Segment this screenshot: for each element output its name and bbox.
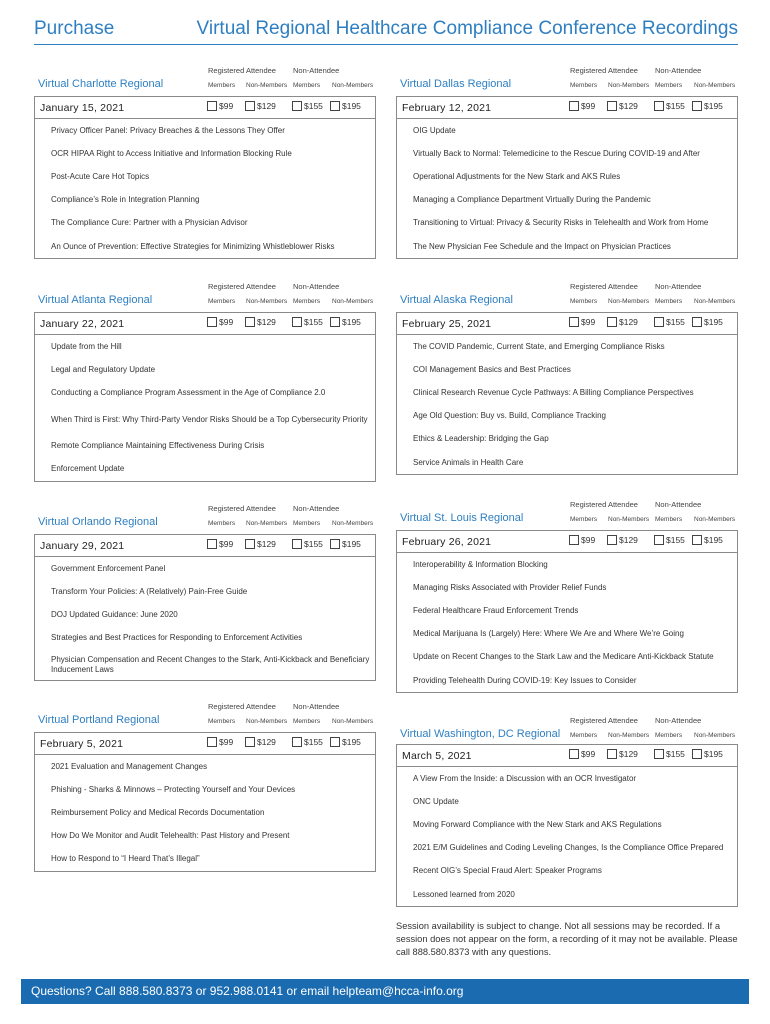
- price-option[interactable]: [654, 317, 685, 327]
- session-item: Age Old Question: Buy vs. Build, Compliance Tracking: [413, 411, 606, 421]
- date-row: [397, 745, 737, 767]
- price-checkbox[interactable]: [330, 737, 340, 747]
- session-item: Post-Acute Care Hot Topics: [51, 171, 150, 181]
- date-row: [397, 313, 737, 335]
- non-attendee-label: Non-Attendee: [655, 282, 702, 291]
- session-item: DOJ Updated Guidance: June 2020: [51, 609, 178, 619]
- members-label: Members: [293, 298, 321, 305]
- price-label: $155: [304, 317, 323, 327]
- non-members-label: Non-Members: [246, 82, 288, 89]
- price-checkbox[interactable]: [692, 101, 702, 111]
- price-option[interactable]: [207, 539, 233, 549]
- price-option[interactable]: [692, 749, 723, 759]
- price-option[interactable]: [692, 535, 723, 545]
- price-option[interactable]: [292, 101, 323, 111]
- session-item: Strategies and Best Practices for Responding to Enforcement Activities: [51, 633, 303, 643]
- non-members-label: Non-Members: [246, 298, 288, 305]
- price-label: $129: [619, 749, 638, 759]
- non-members-label: Non-Members: [246, 520, 288, 527]
- members-label: Members: [208, 82, 236, 89]
- availability-note: Session availability is subject to change. Not all sessions may be recorded. If a session does not appear on the form, a recording of it may not be available. Please call 888.580.8373 with any questions.: [396, 921, 738, 957]
- price-label: $195: [342, 101, 361, 111]
- price-checkbox[interactable]: [654, 749, 664, 759]
- price-label: $195: [342, 737, 361, 747]
- price-option[interactable]: [692, 317, 723, 327]
- conference-date: February 5, 2021: [40, 738, 124, 750]
- date-row: [35, 97, 375, 119]
- session-item: Clinical Research Revenue Cycle Pathways: A Billing Compliance Perspectives: [413, 387, 694, 397]
- conference-title: Virtual Washington, DC Regional: [400, 728, 561, 740]
- session-table: [34, 732, 376, 872]
- price-checkbox[interactable]: [245, 737, 255, 747]
- price-label: $155: [304, 737, 323, 747]
- price-label: $129: [619, 317, 638, 327]
- members-label: Members: [570, 82, 598, 89]
- price-option[interactable]: [607, 101, 638, 111]
- conference-title: Virtual Portland Regional: [38, 714, 160, 726]
- conference-date: February 26, 2021: [402, 536, 492, 548]
- price-label: $129: [619, 101, 638, 111]
- session-item: Government Enforcement Panel: [51, 563, 166, 573]
- non-attendee-label: Non-Attendee: [293, 702, 340, 711]
- members-label: Members: [655, 298, 683, 305]
- session-table: [396, 96, 738, 259]
- price-option[interactable]: [607, 749, 638, 759]
- non-attendee-label: Non-Attendee: [293, 66, 340, 75]
- footer-bar: [21, 979, 749, 1004]
- date-row: [397, 97, 737, 119]
- session-item: How to Respond to “I Heard That’s Illegal”: [51, 854, 200, 864]
- conference-date: February 12, 2021: [402, 102, 492, 114]
- price-label: $155: [304, 101, 323, 111]
- session-item: Transitioning to Virtual: Privacy & Security Risks in Telehealth and Work from Home: [413, 218, 709, 228]
- price-checkbox[interactable]: [654, 535, 664, 545]
- session-item: When Third is First: Why Third-Party Vendor Risks Should be a Top Cybersecurity Priority: [51, 414, 368, 424]
- page-header: [34, 16, 738, 46]
- session-item: Managing a Compliance Department Virtually During the Pandemic: [413, 195, 651, 205]
- price-option[interactable]: [207, 101, 233, 111]
- price-checkbox[interactable]: [692, 317, 702, 327]
- price-option[interactable]: [245, 317, 276, 327]
- price-option[interactable]: [292, 539, 323, 549]
- price-label: $99: [581, 749, 596, 759]
- registered-attendee-label: Registered Attendee: [570, 66, 638, 75]
- price-checkbox[interactable]: [245, 101, 255, 111]
- conference-title: Virtual St. Louis Regional: [400, 512, 524, 524]
- registered-attendee-label: Registered Attendee: [570, 282, 638, 291]
- non-attendee-label: Non-Attendee: [293, 504, 340, 513]
- conference-date: March 5, 2021: [402, 750, 472, 762]
- price-checkbox[interactable]: [569, 749, 579, 759]
- session-item: COI Management Basics and Best Practices: [413, 364, 571, 374]
- conference-date: January 22, 2021: [40, 318, 125, 330]
- price-checkbox[interactable]: [292, 317, 302, 327]
- session-table: [34, 312, 376, 482]
- registered-attendee-label: Registered Attendee: [570, 500, 638, 509]
- price-option[interactable]: [569, 101, 595, 111]
- non-members-label: Non-Members: [694, 82, 736, 89]
- session-item: Compliance’s Role in Integration Planning: [51, 195, 200, 205]
- session-item: Physician Compensation and Recent Changes to the Stark, Anti-Kickback and Beneficiary Inducement Laws: [51, 654, 370, 674]
- price-option[interactable]: [245, 539, 276, 549]
- price-option[interactable]: [207, 737, 233, 747]
- non-members-label: Non-Members: [332, 82, 374, 89]
- price-label: $195: [342, 539, 361, 549]
- price-option[interactable]: [330, 539, 361, 549]
- session-item: Recent OIG’s Special Fraud Alert: Speaker Programs: [413, 866, 602, 876]
- header-purchase: Purchase: [34, 18, 115, 39]
- registered-attendee-label: Registered Attendee: [208, 282, 276, 291]
- date-row: [35, 535, 375, 557]
- price-option[interactable]: [654, 101, 685, 111]
- session-item: Transform Your Policies: A (Relatively) Pain-Free Guide: [51, 586, 248, 596]
- price-label: $99: [581, 317, 596, 327]
- members-label: Members: [208, 718, 236, 725]
- price-label: $129: [619, 535, 638, 545]
- session-item: Managing Risks Associated with Provider Relief Funds: [413, 582, 607, 592]
- non-members-label: Non-Members: [332, 298, 374, 305]
- price-option[interactable]: [330, 317, 361, 327]
- conference-title: Virtual Charlotte Regional: [38, 78, 164, 90]
- price-checkbox[interactable]: [245, 317, 255, 327]
- price-checkbox[interactable]: [654, 101, 664, 111]
- session-item: Service Animals in Health Care: [413, 457, 524, 467]
- price-label: $129: [257, 539, 276, 549]
- session-item: Enforcement Update: [51, 464, 125, 474]
- session-item: Operational Adjustments for the New Stark and AKS Rules: [413, 171, 621, 181]
- price-label: $155: [666, 749, 685, 759]
- session-table: [396, 744, 738, 907]
- price-checkbox[interactable]: [292, 101, 302, 111]
- session-item: ONC Update: [413, 796, 459, 806]
- price-label: $195: [704, 101, 723, 111]
- price-label: $99: [581, 535, 596, 545]
- price-option[interactable]: [569, 535, 595, 545]
- price-label: $155: [666, 101, 685, 111]
- members-label: Members: [655, 516, 683, 523]
- members-label: Members: [570, 732, 598, 739]
- price-label: $99: [219, 539, 234, 549]
- price-checkbox[interactable]: [292, 539, 302, 549]
- price-checkbox[interactable]: [569, 101, 579, 111]
- members-label: Members: [655, 732, 683, 739]
- price-option[interactable]: [607, 317, 638, 327]
- price-label: $99: [219, 101, 234, 111]
- non-members-label: Non-Members: [694, 298, 736, 305]
- price-label: $129: [257, 317, 276, 327]
- session-item: Update on Recent Changes to the Stark Law and the Medicare Anti-Kickback Statute: [413, 652, 714, 662]
- price-checkbox[interactable]: [207, 317, 217, 327]
- non-attendee-label: Non-Attendee: [293, 282, 340, 291]
- price-checkbox[interactable]: [607, 317, 617, 327]
- price-option[interactable]: [569, 749, 595, 759]
- price-checkbox[interactable]: [569, 535, 579, 545]
- price-checkbox[interactable]: [207, 539, 217, 549]
- price-label: $195: [704, 317, 723, 327]
- non-members-label: Non-Members: [246, 718, 288, 725]
- price-label: $129: [257, 101, 276, 111]
- registered-attendee-label: Registered Attendee: [208, 702, 276, 711]
- conference-title: Virtual Alaska Regional: [400, 294, 513, 306]
- non-members-label: Non-Members: [694, 732, 736, 739]
- session-item: OCR HIPAA Right to Access Initiative and Information Blocking Rule: [51, 148, 292, 158]
- registered-attendee-label: Registered Attendee: [570, 716, 638, 725]
- members-label: Members: [293, 82, 321, 89]
- price-option[interactable]: [330, 737, 361, 747]
- members-label: Members: [570, 298, 598, 305]
- session-item: 2021 Evaluation and Management Changes: [51, 761, 208, 771]
- session-item: OIG Update: [413, 125, 456, 135]
- price-option[interactable]: [292, 737, 323, 747]
- price-checkbox[interactable]: [692, 535, 702, 545]
- non-members-label: Non-Members: [608, 516, 650, 523]
- members-label: Members: [208, 520, 236, 527]
- members-label: Members: [208, 298, 236, 305]
- session-item: Interoperability & Information Blocking: [413, 559, 548, 569]
- date-row: [35, 733, 375, 755]
- price-label: $99: [581, 101, 596, 111]
- footer-contact: Questions? Call 888.580.8373 or 952.988.0141 or email helpteam@hcca-info.org: [31, 984, 464, 998]
- session-item: Reimbursement Policy and Medical Records Documentation: [51, 807, 265, 817]
- session-item: Remote Compliance Maintaining Effectiveness During Crisis: [51, 441, 265, 451]
- price-checkbox[interactable]: [245, 539, 255, 549]
- price-option[interactable]: [654, 749, 685, 759]
- session-item: 2021 E/M Guidelines and Coding Leveling Changes, Is the Compliance Office Prepared: [413, 843, 724, 853]
- session-item: Moving Forward Compliance with the New Stark and AKS Regulations: [413, 819, 662, 829]
- price-label: $195: [342, 317, 361, 327]
- session-table: [396, 530, 738, 693]
- registered-attendee-label: Registered Attendee: [208, 504, 276, 513]
- session-item: Conducting a Compliance Program Assessment in the Age of Compliance 2.0: [51, 387, 326, 397]
- session-item: Phishing - Sharks & Minnows – Protecting Yourself and Your Devices: [51, 784, 296, 794]
- session-item: Legal and Regulatory Update: [51, 364, 156, 374]
- members-label: Members: [655, 82, 683, 89]
- price-checkbox[interactable]: [207, 101, 217, 111]
- price-label: $99: [219, 737, 234, 747]
- session-table: [34, 534, 376, 681]
- session-item: Medical Marijuana Is (Largely) Here: Where We Are and Where We’re Going: [413, 629, 684, 639]
- conference-title: Virtual Dallas Regional: [400, 78, 512, 90]
- members-label: Members: [570, 516, 598, 523]
- price-option[interactable]: [245, 737, 276, 747]
- price-checkbox[interactable]: [207, 737, 217, 747]
- price-option[interactable]: [245, 101, 276, 111]
- session-item: Update from the Hill: [51, 341, 122, 351]
- price-label: $155: [666, 317, 685, 327]
- price-label: $129: [257, 737, 276, 747]
- price-checkbox[interactable]: [607, 749, 617, 759]
- price-checkbox[interactable]: [569, 317, 579, 327]
- price-checkbox[interactable]: [607, 101, 617, 111]
- price-checkbox[interactable]: [692, 749, 702, 759]
- header-divider: [34, 44, 738, 45]
- price-option[interactable]: [607, 535, 638, 545]
- price-checkbox[interactable]: [607, 535, 617, 545]
- non-members-label: Non-Members: [608, 298, 650, 305]
- conference-title: Virtual Orlando Regional: [38, 516, 158, 528]
- non-attendee-label: Non-Attendee: [655, 500, 702, 509]
- session-item: Ethics & Leadership: Bridging the Gap: [413, 434, 549, 444]
- price-checkbox[interactable]: [292, 737, 302, 747]
- members-label: Members: [293, 718, 321, 725]
- price-option[interactable]: [292, 317, 323, 327]
- price-checkbox[interactable]: [330, 317, 340, 327]
- session-item: Providing Telehealth During COVID-19: Key Issues to Consider: [413, 675, 637, 685]
- date-row: [35, 313, 375, 335]
- session-item: An Ounce of Prevention: Effective Strategies for Minimizing Whistleblower Risks: [51, 241, 335, 251]
- conference-title: Virtual Atlanta Regional: [38, 294, 153, 306]
- non-members-label: Non-Members: [694, 516, 736, 523]
- session-item: The Compliance Cure: Partner with a Physician Advisor: [51, 218, 248, 228]
- non-members-label: Non-Members: [332, 718, 374, 725]
- session-item: Federal Healthcare Fraud Enforcement Trends: [413, 605, 579, 615]
- price-option[interactable]: [654, 535, 685, 545]
- session-item: Virtually Back to Normal: Telemedicine to the Rescue During COVID-19 and After: [413, 148, 700, 158]
- members-label: Members: [293, 520, 321, 527]
- session-item: Lessoned learned from 2020: [413, 889, 515, 899]
- non-attendee-label: Non-Attendee: [655, 716, 702, 725]
- registered-attendee-label: Registered Attendee: [208, 66, 276, 75]
- price-option[interactable]: [692, 101, 723, 111]
- session-table: [396, 312, 738, 475]
- session-table: [34, 96, 376, 259]
- price-label: $155: [304, 539, 323, 549]
- price-checkbox[interactable]: [330, 539, 340, 549]
- session-item: Privacy Officer Panel: Privacy Breaches & the Lessons They Offer: [51, 125, 285, 135]
- price-checkbox[interactable]: [330, 101, 340, 111]
- session-item: The COVID Pandemic, Current State, and Emerging Compliance Risks: [413, 341, 665, 351]
- price-label: $195: [704, 535, 723, 545]
- price-option[interactable]: [330, 101, 361, 111]
- date-row: [397, 531, 737, 553]
- conference-date: January 15, 2021: [40, 102, 125, 114]
- non-members-label: Non-Members: [608, 732, 650, 739]
- session-item: A View From the Inside: a Discussion with an OCR Investigator: [413, 773, 637, 783]
- conference-date: January 29, 2021: [40, 540, 125, 552]
- price-checkbox[interactable]: [654, 317, 664, 327]
- session-item: How Do We Monitor and Audit Telehealth: Past History and Present: [51, 831, 290, 841]
- non-members-label: Non-Members: [608, 82, 650, 89]
- price-label: $195: [704, 749, 723, 759]
- price-option[interactable]: [207, 317, 233, 327]
- price-option[interactable]: [569, 317, 595, 327]
- price-label: $99: [219, 317, 234, 327]
- non-members-label: Non-Members: [332, 520, 374, 527]
- session-item: The New Physician Fee Schedule and the Impact on Physician Practices: [413, 241, 671, 251]
- non-attendee-label: Non-Attendee: [655, 66, 702, 75]
- price-label: $155: [666, 535, 685, 545]
- header-title: Virtual Regional Healthcare Compliance Conference Recordings: [196, 18, 738, 39]
- conference-date: February 25, 2021: [402, 318, 492, 330]
